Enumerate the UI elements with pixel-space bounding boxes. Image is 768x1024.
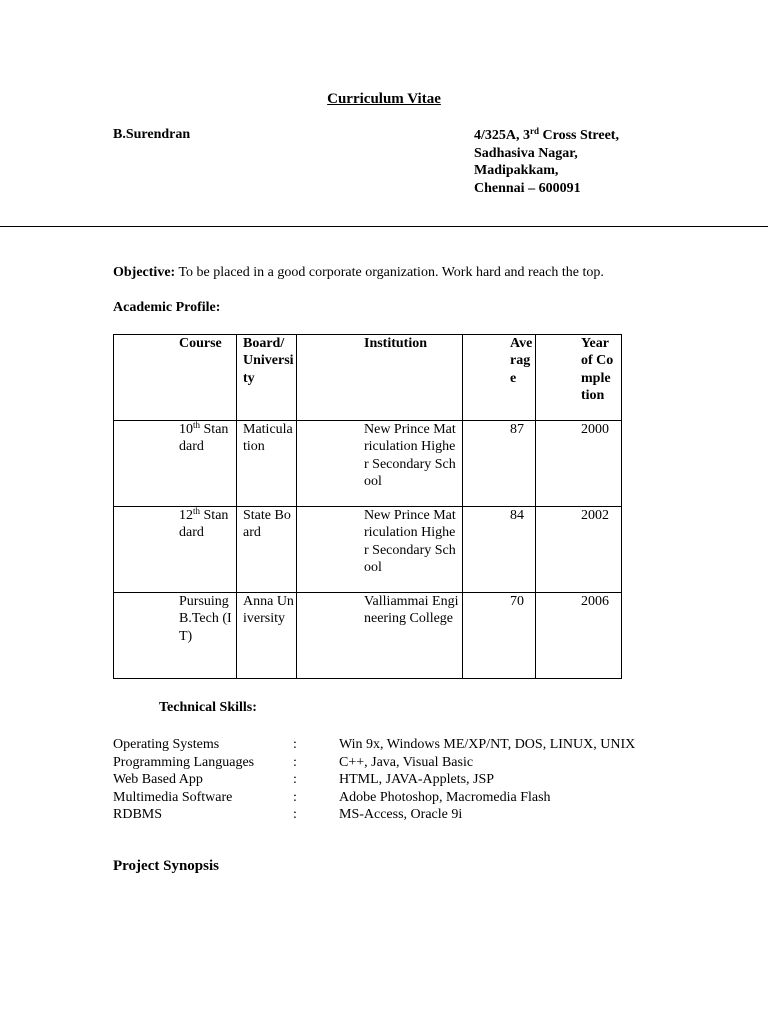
skill-value: C++, Java, Visual Basic: [339, 754, 474, 770]
skill-colon: :: [293, 737, 297, 752]
course-sup: th: [193, 420, 201, 430]
address-line-4: Chennai – 600091: [474, 180, 581, 196]
skill-category: Multimedia Software: [113, 789, 233, 805]
course-rest: Standard: [179, 508, 229, 541]
cell-institution: New Prince Matriculation Higher Secondary School: [297, 507, 463, 593]
list-item: [113, 806, 673, 824]
objective-text: To be placed in a good corporate organization. Work hard and reach the top.: [175, 265, 604, 280]
cell-year: 2000: [536, 421, 622, 507]
course-rest: Standard: [179, 422, 229, 455]
skill-colon: :: [293, 789, 297, 805]
cell-board: Anna University: [237, 593, 297, 679]
candidate-name: B.Surendran: [113, 127, 191, 142]
course-number: 10: [179, 422, 193, 437]
skill-value: Win 9x, Windows ME/XP/NT, DOS, LINUX, UNIX: [339, 737, 636, 752]
academic-table: [113, 334, 622, 679]
cell-course: [114, 593, 237, 679]
cell-institution: New Prince Matriculation Higher Secondary School: [297, 421, 463, 507]
list-item: [113, 736, 673, 754]
header-board: Board/ University: [237, 335, 297, 421]
cell-course: [114, 507, 237, 593]
skill-colon: :: [293, 772, 297, 787]
header-average: Average: [463, 335, 536, 421]
table-row: [114, 593, 622, 679]
cell-board: Maticulation: [237, 421, 297, 507]
cell-average: 87: [463, 421, 536, 507]
course-number: 12: [179, 508, 193, 523]
skills-list: [113, 736, 673, 824]
course-number: Pursuing: [179, 594, 229, 609]
address-line-1: [474, 127, 619, 145]
cell-year: 2006: [536, 593, 622, 679]
cell-average: 84: [463, 507, 536, 593]
cell-year: 2002: [536, 507, 622, 593]
cell-course: [114, 421, 237, 507]
document-title: Curriculum Vitae: [327, 91, 441, 107]
technical-skills-heading: Technical Skills:: [159, 700, 257, 715]
list-item: [113, 771, 673, 789]
academic-profile-heading: Academic Profile:: [113, 300, 221, 315]
skill-category: Operating Systems: [113, 737, 220, 752]
cell-institution: Valliammai Engineering College: [297, 593, 463, 679]
list-item: [113, 789, 673, 807]
address-line-1-prefix: 4/325A, 3: [474, 128, 530, 143]
skill-colon: :: [293, 754, 297, 770]
table-row: [114, 421, 622, 507]
skill-value: MS-Access, Oracle 9i: [339, 807, 463, 822]
address-line-3: Madipakkam,: [474, 163, 559, 178]
objective-line: [113, 265, 604, 281]
address-line-1-sup: rd: [530, 126, 539, 136]
course-sup: th: [193, 506, 201, 516]
course-rest: B.Tech (IT): [179, 611, 232, 644]
header-institution: Institution: [297, 335, 463, 421]
academic-table-wrapper: [113, 334, 622, 679]
objective-label: Objective:: [113, 265, 176, 280]
address-line-1-suffix: Cross Street,: [539, 128, 619, 143]
cell-board: State Board: [237, 507, 297, 593]
table-header-row: [114, 335, 622, 421]
address-block: [474, 127, 619, 197]
skill-category: Web Based App: [113, 772, 203, 787]
cell-average: 70: [463, 593, 536, 679]
skill-category: Programming Languages: [113, 754, 255, 770]
skill-value: Adobe Photoshop, Macromedia Flash: [339, 789, 551, 805]
skill-value: HTML, JAVA-Applets, JSP: [339, 772, 495, 787]
header-year: Year of Completion: [536, 335, 622, 421]
project-synopsis-heading: Project Synopsis: [113, 858, 219, 874]
horizontal-divider: [0, 226, 768, 227]
list-item: [113, 754, 673, 772]
skill-colon: :: [293, 807, 297, 822]
table-row: [114, 507, 622, 593]
address-line-2: Sadhasiva Nagar,: [474, 145, 578, 161]
skill-category: RDBMS: [113, 807, 163, 822]
header-course: Course: [114, 335, 237, 421]
